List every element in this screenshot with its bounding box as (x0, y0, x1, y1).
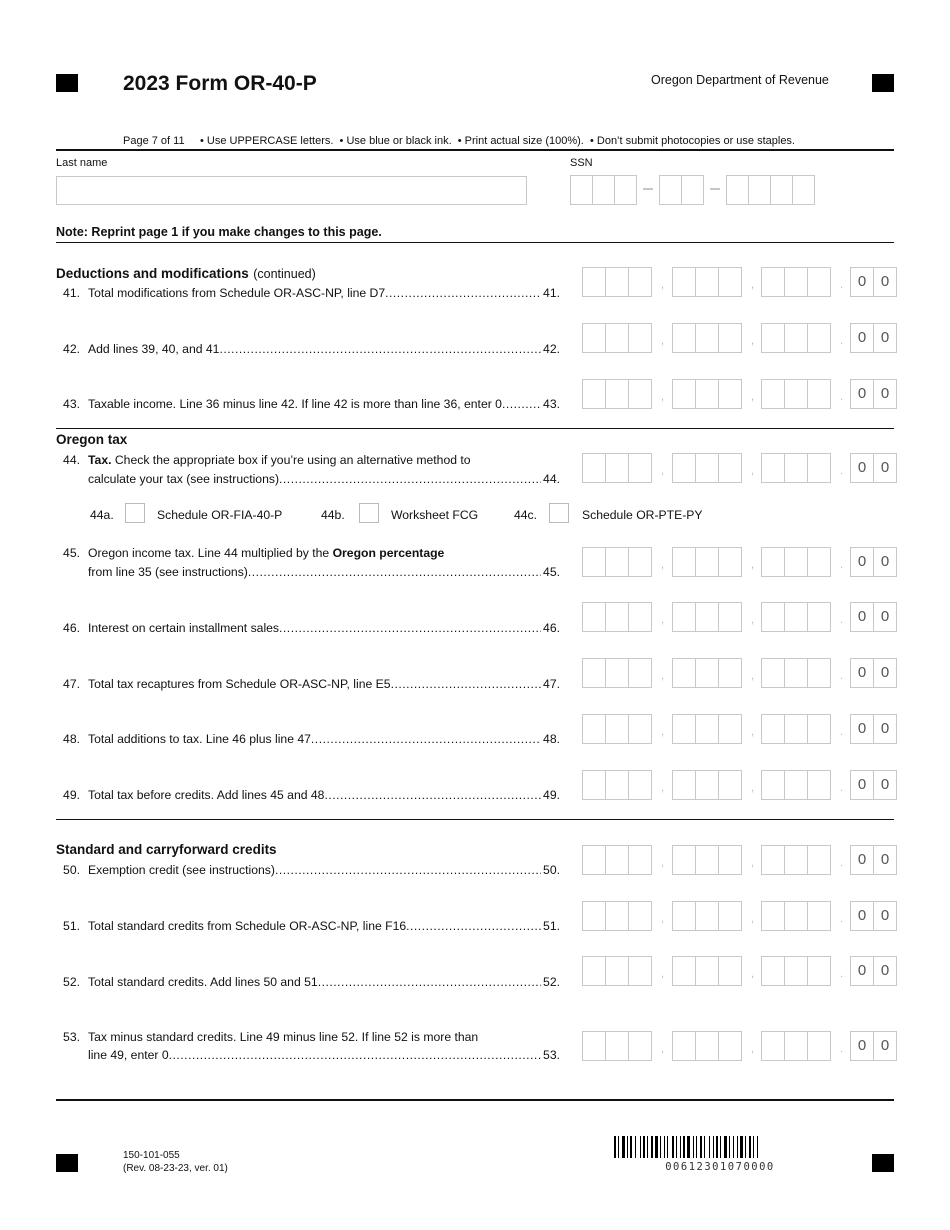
barcode-bar (660, 1136, 661, 1158)
barcode-bar (680, 1136, 681, 1158)
checkbox-44a[interactable] (125, 503, 145, 523)
checkbox-label-44b: 44b. (321, 508, 345, 522)
barcode-bar (640, 1136, 641, 1158)
header-rule (56, 149, 894, 151)
barcode-bar (635, 1136, 636, 1158)
ssn-label: SSN (570, 157, 593, 169)
barcode-bar (683, 1136, 685, 1158)
registration-mark (56, 74, 78, 92)
barcode-bar (724, 1136, 727, 1158)
barcode (614, 1136, 826, 1158)
barcode-bar (757, 1136, 758, 1158)
barcode-bar (647, 1136, 648, 1158)
barcode-bar (627, 1136, 628, 1158)
barcode-bar (729, 1136, 730, 1158)
amount-field-43[interactable]: , , . 0 0 (582, 379, 898, 409)
amount-field-51[interactable]: , , . 0 0 (582, 901, 898, 931)
checkbox-label-44c: 44c. (514, 508, 538, 522)
amount-field-48[interactable]: , , . 0 0 (582, 714, 898, 744)
checkbox-label-44a: 44a. (90, 508, 114, 522)
checkbox-text-44a: Schedule OR-FIA-40-P (157, 508, 283, 522)
instructions-text: • Use UPPERCASE letters. • Use blue or black ink. • Print actual size (100%). • Don’t submit photocopies or use staples. (200, 135, 795, 147)
registration-mark (872, 74, 894, 92)
checkbox-44c[interactable] (549, 503, 569, 523)
barcode-bar (664, 1136, 665, 1158)
registration-mark (56, 1154, 78, 1172)
page-number: Page 7 of 11 (123, 135, 185, 147)
barcode-bar (676, 1136, 677, 1158)
amount-field-52[interactable]: , , . 0 0 (582, 956, 898, 986)
last-name-label: Last name (56, 157, 108, 169)
barcode-bar (704, 1136, 705, 1158)
barcode-bar (716, 1136, 718, 1158)
amount-field-49[interactable]: , , . 0 0 (582, 770, 898, 800)
footer-rule (56, 1099, 894, 1101)
barcode-bar (630, 1136, 632, 1158)
barcode-bar (745, 1136, 746, 1158)
amount-field-46[interactable]: , , . 0 0 (582, 602, 898, 632)
barcode-bar (622, 1136, 625, 1158)
barcode-bar (693, 1136, 694, 1158)
checkbox-text-44b: Worksheet FCG (391, 508, 479, 522)
section-title-oregon-tax: Oregon tax (56, 432, 128, 447)
revision-text: (Rev. 08-23-23, ver. 01) (123, 1163, 228, 1174)
amount-field-47[interactable]: , , . 0 0 (582, 658, 898, 688)
amount-field-45[interactable]: , , . 0 0 (582, 547, 898, 577)
barcode-bar (733, 1136, 734, 1158)
amount-field-50[interactable]: , , . 0 0 (582, 845, 898, 875)
barcode-bar (700, 1136, 702, 1158)
barcode-bar (614, 1136, 616, 1158)
agency-name: Oregon Department of Revenue (651, 73, 829, 87)
barcode-bar (687, 1136, 690, 1158)
registration-mark (872, 1154, 894, 1172)
barcode-bar (672, 1136, 674, 1158)
section-rule (56, 819, 894, 820)
barcode-bar (737, 1136, 738, 1158)
section-title-credits: Standard and carryforward credits (56, 842, 277, 857)
barcode-bar (655, 1136, 658, 1158)
last-name-field[interactable] (56, 176, 527, 205)
barcode-bar (618, 1136, 619, 1158)
barcode-bar (713, 1136, 714, 1158)
form-title: 2023 Form OR-40-P (123, 72, 317, 95)
note-rule (56, 242, 894, 243)
section-title-deductions: Deductions and modifications (continued) (56, 266, 316, 281)
amount-field-41[interactable]: , , . 0 0 (582, 267, 898, 297)
section-rule (56, 428, 894, 429)
barcode-bar (749, 1136, 751, 1158)
reprint-note: Note: Reprint page 1 if you make changes to this page. (56, 225, 382, 239)
checkbox-text-44c: Schedule OR-PTE-PY (582, 508, 703, 522)
barcode-bar (651, 1136, 653, 1158)
barcode-bar (696, 1136, 697, 1158)
amount-field-53[interactable]: , , . 0 0 (582, 1031, 898, 1061)
barcode-number: 00612301070000 (665, 1161, 775, 1173)
barcode-bar (667, 1136, 668, 1158)
form-number: 150-101-055 (123, 1150, 180, 1161)
barcode-bar (643, 1136, 645, 1158)
barcode-bar (720, 1136, 721, 1158)
amount-field-44[interactable]: , , . 0 0 (582, 453, 898, 483)
barcode-bar (709, 1136, 710, 1158)
ssn-field[interactable] (570, 175, 820, 205)
barcode-bar (753, 1136, 754, 1158)
checkbox-44b[interactable] (359, 503, 379, 523)
amount-field-42[interactable]: , , . 0 0 (582, 323, 898, 353)
barcode-bar (740, 1136, 743, 1158)
